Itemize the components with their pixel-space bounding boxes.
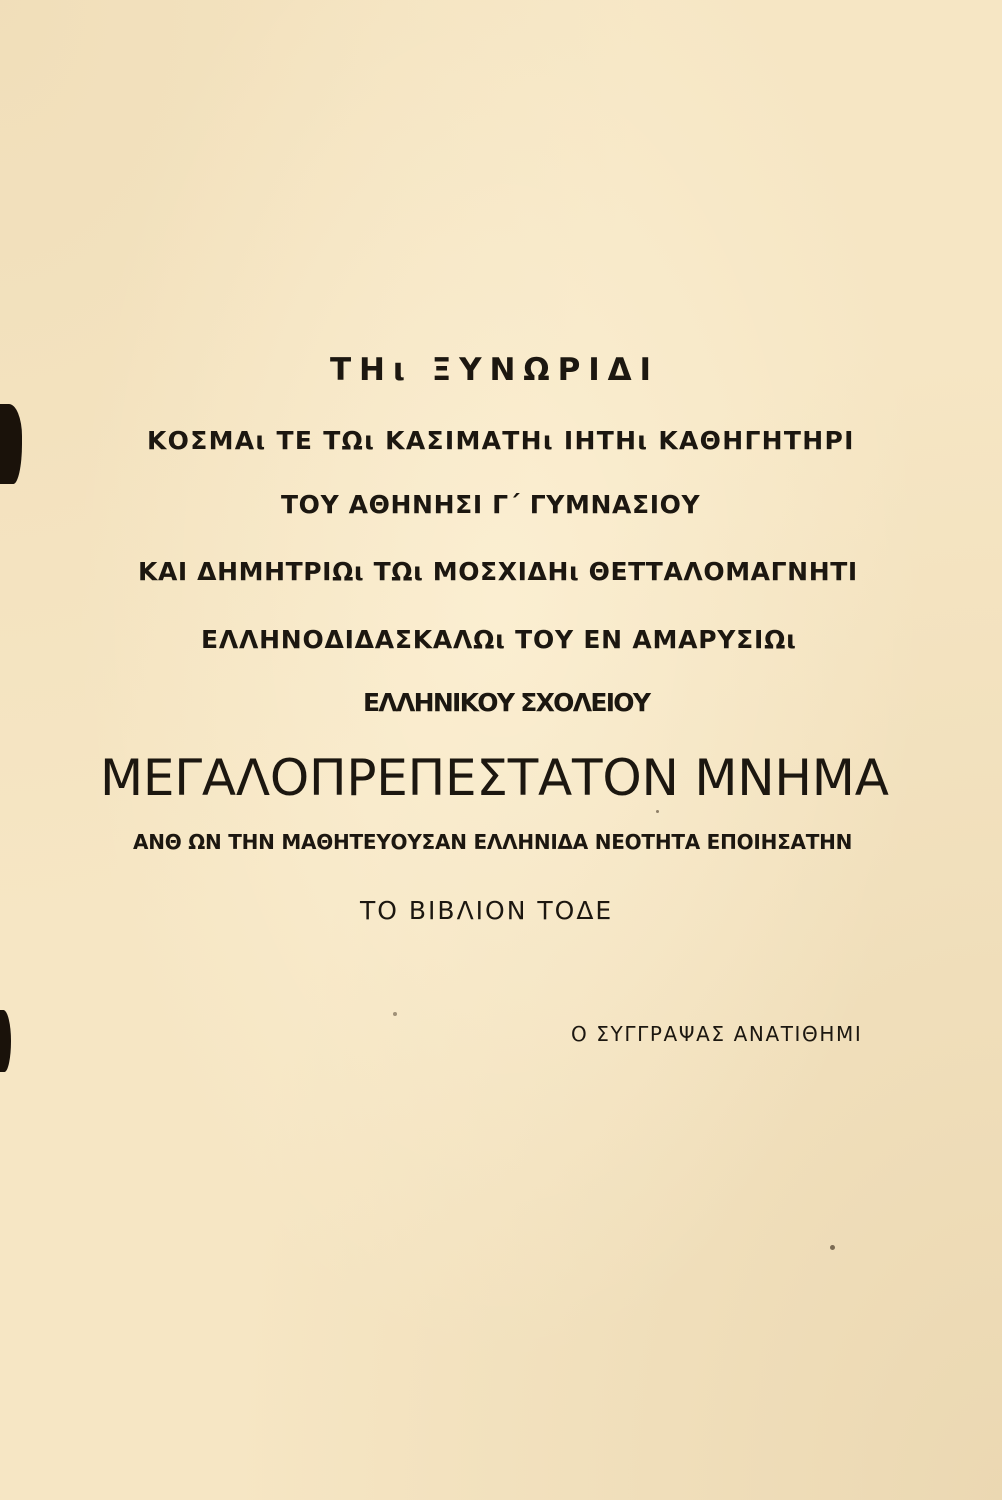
dedication-line: ΚΟΣΜΑι ΤΕ ΤΩι ΚΑΣΙΜΑΤΗι ΙΗΤΗι ΚΑΘΗΓΗΤΗΡΙ — [147, 426, 855, 455]
dedication-line: ΕΛΛΗΝΙΚΟΥ ΣΧΟΛΕΙΟΥ — [363, 688, 650, 717]
dedication-line: ΤΟΥ ΑΘΗΝΗΣΙ Γ΄ ΓΥΜΝΑΣΙΟΥ — [281, 490, 701, 519]
dedication-line: ΕΛΛΗΝΟΔΙΔΑΣΚΑΛΩι ΤΟΥ ΕΝ ΑΜΑΡΥΣΙΩι — [201, 625, 797, 654]
author-signature: Ο ΣΥΓΓΡΑΨΑΣ ΑΝΑΤΙΘΗΜΙ — [571, 1022, 863, 1046]
dedication-line: ΚΑΙ ΔΗΜΗΤΡΙΩι ΤΩι ΜΟΣΧΙΔΗι ΘΕΤΤΑΛΟΜΑΓΝΗΤΙ — [138, 557, 858, 586]
ink-speck — [393, 1012, 397, 1016]
dedication-line: ΤΟ ΒΙΒΛΙΟΝ ΤΟΔΕ — [360, 896, 614, 925]
binding-mark-top — [0, 404, 22, 484]
binding-mark-bottom — [0, 1010, 11, 1072]
dedication-title: ΜΕΓΑΛΟΠΡΕΠΕΣΤΑΤΟΝ ΜΝΗΜΑ — [100, 749, 889, 807]
dedication-line: ΑΝΘ ΩΝ ΤΗΝ ΜΑΘΗΤΕΥΟΥΣΑΝ ΕΛΛΗΝΙΔΑ ΝΕΟΤΗΤΑ ΕΠΟΙΗΣΑΤΗΝ — [133, 830, 853, 854]
ink-speck — [830, 1245, 835, 1250]
ink-speck — [656, 810, 659, 813]
dedication-heading: ΤΗι ΞΥΝΩΡΙΔΙ — [330, 352, 659, 388]
